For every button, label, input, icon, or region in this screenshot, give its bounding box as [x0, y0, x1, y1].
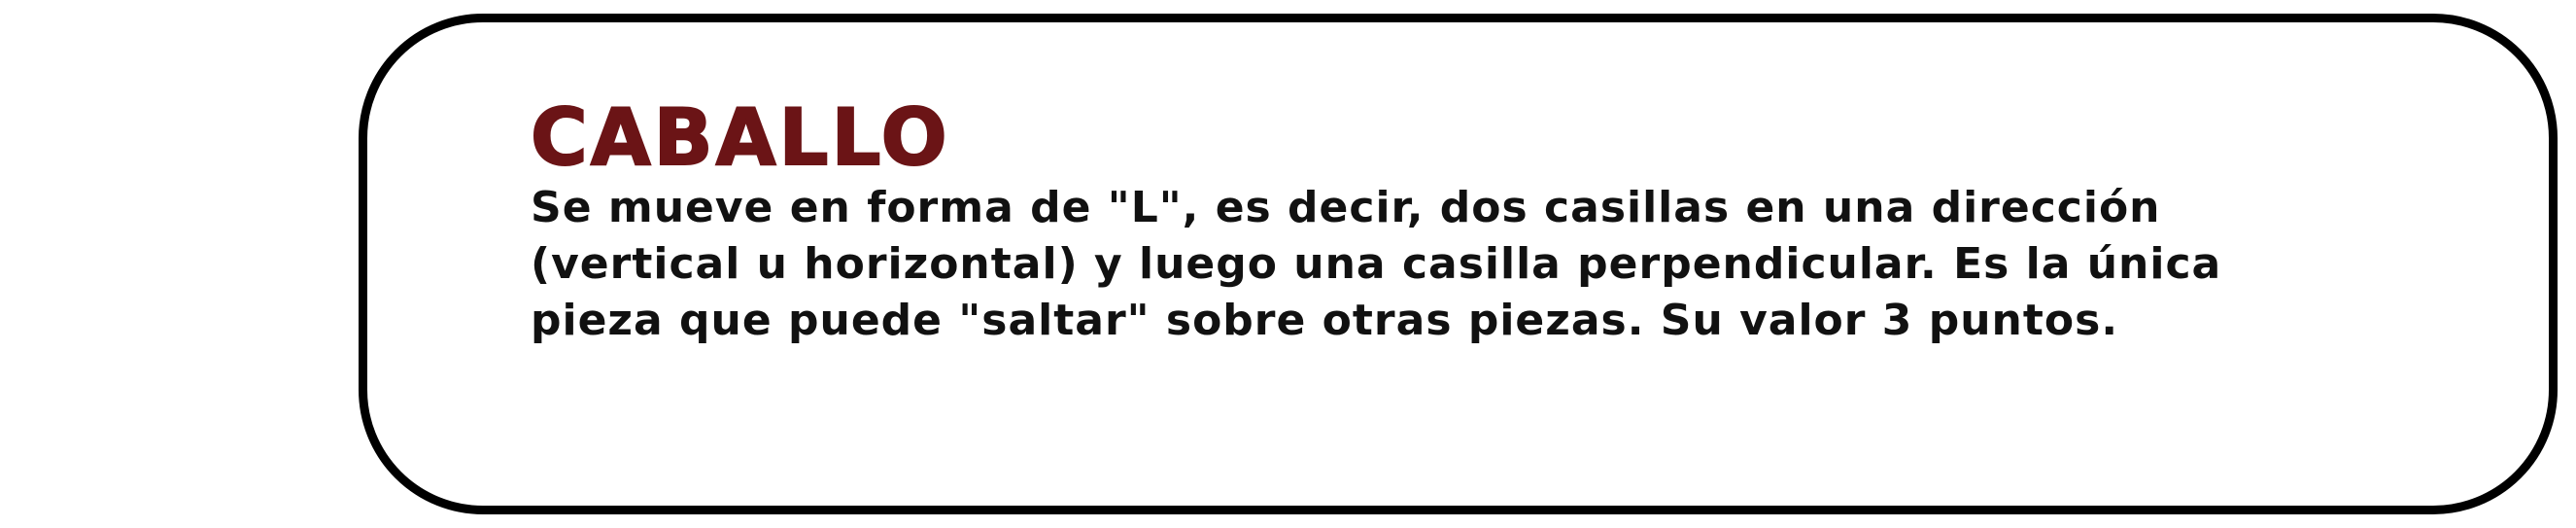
description-line-2: (vertical u horizontal) y luego una casilla perpendicular. Es la única — [531, 239, 2222, 289]
description-line-1: Se mueve en forma de "L", es decir, dos casillas en una dirección — [531, 183, 2161, 232]
description-line-3: pieza que puede "saltar" sobre otras piezas. Su valor 3 puntos. — [531, 296, 2119, 345]
piece-title: CABALLO — [531, 92, 950, 183]
piece-description — [531, 180, 2493, 349]
piece-card — [359, 14, 2558, 514]
card-content — [531, 92, 2493, 349]
